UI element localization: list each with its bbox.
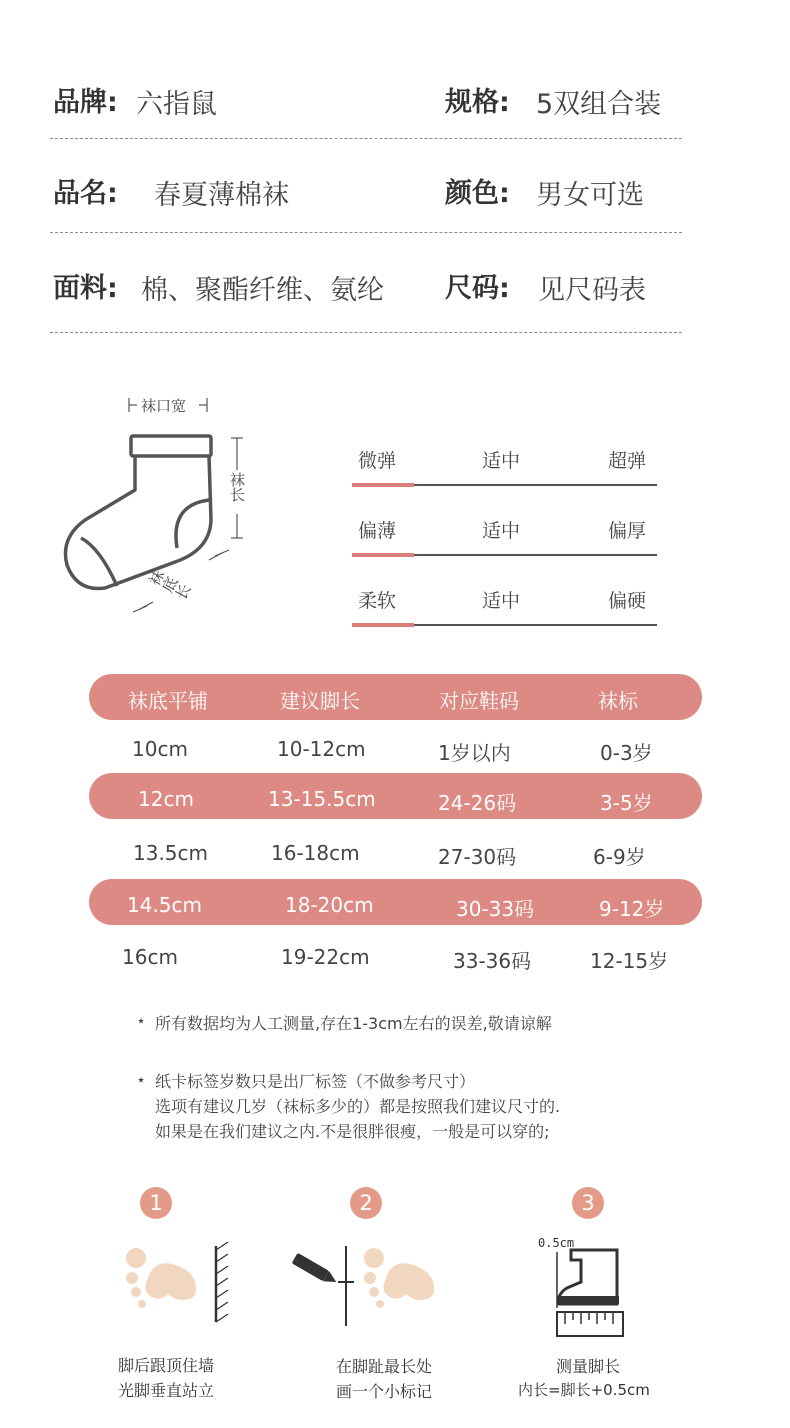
product-name-label: 品名:: [53, 178, 118, 209]
table-cell: 0-3岁: [600, 741, 653, 765]
material-label: 面料:: [53, 273, 118, 304]
brand-value: 六指鼠: [136, 89, 217, 120]
table-cell: 14.5cm: [127, 893, 203, 917]
offset-label: 0.5cm: [538, 1236, 575, 1250]
step-caption: 脚后跟顶住墙: [118, 1356, 215, 1375]
brand-label: 品牌:: [53, 87, 118, 118]
note-star-icon: ⋆: [136, 1070, 147, 1089]
opening-width-label: 袜口宽: [141, 397, 187, 415]
step-caption: 测量脚长: [556, 1357, 621, 1376]
foot-wall-icon: [120, 1238, 240, 1328]
step-caption: 光脚垂直站立: [118, 1381, 215, 1400]
boot-ruler-icon: [545, 1246, 635, 1341]
step-number-badge: 1: [140, 1187, 172, 1219]
step-caption: 画一个小标记: [336, 1382, 433, 1401]
header-label-age: 袜标: [598, 689, 638, 713]
divider: [50, 232, 682, 233]
table-cell: 13-15.5cm: [268, 787, 376, 811]
sole-length-label: 袜底长: [145, 566, 194, 604]
material-value: 棉、聚酯纤维、氨纶: [141, 275, 384, 306]
product-name-value: 春夏薄棉袜: [154, 180, 289, 211]
step-number-badge: 2: [350, 1187, 382, 1219]
rating-right-label: 偏厚: [608, 520, 647, 542]
header-foot-length: 建议脚长: [280, 689, 360, 713]
table-cell: 16-18cm: [271, 841, 360, 865]
table-cell: 10cm: [132, 737, 188, 761]
header-sole-width: 袜底平铺: [128, 689, 208, 713]
tag-note-line: 纸卡标签岁数只是出厂标签（不做参考尺寸）: [155, 1072, 476, 1091]
rating-mid-label: 适中: [482, 590, 521, 612]
rating-indicator: [352, 623, 414, 627]
rating-right-label: 偏硬: [608, 590, 647, 612]
rating-left-label: 偏薄: [358, 520, 397, 542]
color-label: 颜色:: [445, 178, 510, 209]
elasticity-rating: [352, 446, 657, 486]
size-label: 尺码:: [445, 273, 510, 304]
rating-mid-label: 适中: [482, 520, 521, 542]
table-cell: 24-26码: [438, 791, 517, 815]
table-cell: 12cm: [138, 787, 194, 811]
divider: [50, 332, 682, 333]
rating-indicator: [352, 483, 414, 487]
tag-note-line: 选项有建议几岁（袜标多少的）都是按照我们建议尺寸的.: [155, 1097, 561, 1116]
color-value: 男女可选: [536, 180, 644, 211]
spec-value: 5双组合装: [536, 89, 662, 120]
table-cell: 16cm: [122, 945, 178, 969]
step-number-badge: 3: [572, 1187, 604, 1219]
rating-indicator: [352, 553, 414, 557]
table-cell: 6-9岁: [593, 845, 646, 869]
divider: [50, 138, 682, 139]
rating-mid-label: 适中: [482, 450, 521, 472]
rating-left-label: 微弹: [358, 450, 397, 472]
size-value: 见尺码表: [538, 275, 646, 306]
step-caption: 内长=脚长+0.5cm: [518, 1381, 650, 1399]
table-cell: 9-12岁: [599, 897, 665, 921]
length-label: 袜长: [228, 472, 246, 502]
table-cell: 19-22cm: [281, 945, 370, 969]
tag-note-line: 如果是在我们建议之内.不是很胖很瘦，一般是可以穿的;: [155, 1122, 550, 1141]
table-cell: 1岁以内: [438, 741, 511, 765]
table-cell: 3-5岁: [600, 791, 653, 815]
sock-diagram: [55, 390, 305, 620]
note-star-icon: ⋆: [136, 1011, 147, 1030]
pencil-mark-icon: [290, 1238, 440, 1333]
table-cell: 30-33码: [456, 897, 535, 921]
rating-left-label: 柔软: [358, 590, 397, 612]
header-shoe-size: 对应鞋码: [439, 689, 519, 713]
table-cell: 33-36码: [453, 949, 532, 973]
table-cell: 18-20cm: [285, 893, 374, 917]
step-caption: 在脚趾最长处: [336, 1357, 433, 1376]
table-cell: 27-30码: [438, 845, 517, 869]
table-cell: 13.5cm: [133, 841, 209, 865]
table-cell: 12-15岁: [590, 949, 669, 973]
rating-right-label: 超弹: [608, 450, 647, 472]
measurement-note: 所有数据均为人工测量,存在1-3cm左右的误差,敬请谅解: [155, 1014, 552, 1033]
softness-rating: [352, 586, 657, 626]
thickness-rating: [352, 516, 657, 556]
table-cell: 10-12cm: [277, 737, 366, 761]
spec-label: 规格:: [445, 87, 510, 118]
